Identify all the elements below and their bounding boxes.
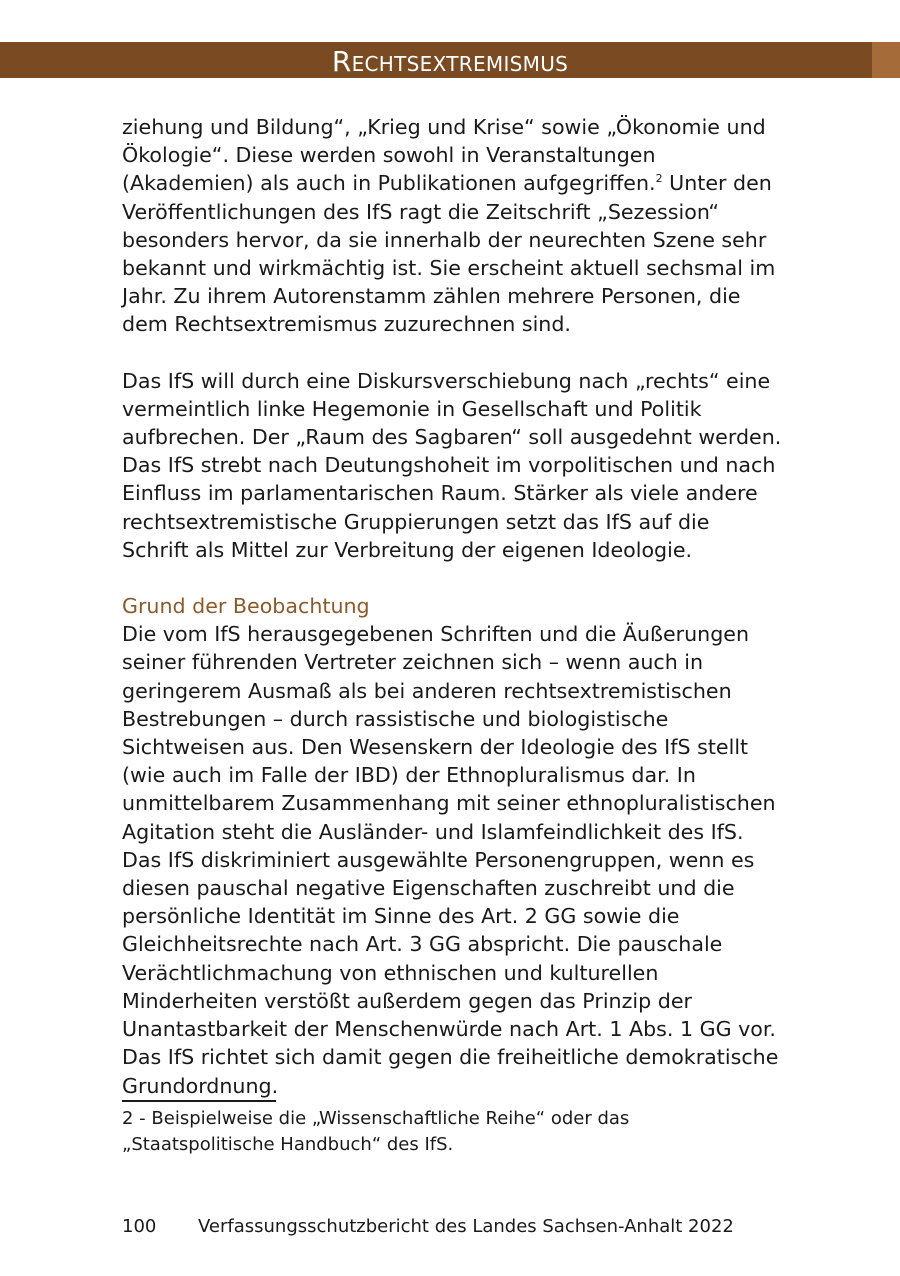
footnote: 2 - Beispielweise die „Wissenschaftliche Reihe“ oder das „Staatspolitische Handbuch“ des IfS. [122,1108,630,1155]
chapter-title [0,42,900,78]
section-heading: Grund der Beobachtung [122,594,370,619]
page-footer [122,1214,782,1240]
page-number: 100 [122,1216,157,1237]
paragraph-3: Die vom IfS herausgegebenen Schriften und die Äußerungen seiner führenden Vertreter zeichnen sich – wenn auch in geringerem Ausmaß als bei anderen rechtsextremistischen Bestrebungen – durch rassistische und biologistische Sichtweisen aus. Den Wesenskern der Ideologie des IfS stellt (wie auch im Falle der IBD) der Ethnopluralismus dar. In unmittelbarem Zusammenhang mit seiner ethnopluralistischen Agitation steht die Ausländer- und Islamfeindlichkeit des IfS. Das IfS diskriminiert ausgewählte Personengruppen, wenn es diesen pauschal negative Eigenschaften zuschreibt und die persönliche Identität im Sinne des Art. 2 GG sowie die Gleichheitsrechte nach Art. 3 GG abspricht. Die pauschale Verächtlichmachung von ethnischen und kulturellen Minderheiten verstößt außerdem gegen das Prinzip der Unantastbarkeit der Menschenwürde nach Art. 1 Abs. 1 GG vor. Das IfS richtet sich damit gegen die freiheitliche demokratische Grundordnung. [122,622,779,1098]
chapter-header-band [0,42,900,78]
paragraph-1 [122,113,782,339]
paragraph-1-part-b: Unter den Veröffentlichungen des IfS ragt die Zeitschrift „Sezession“ besonders hervor, da sie innerhalb der neurechten Szene sehr bekannt und wirkmächtig ist. Sie erscheint aktuell sechsmal im Jahr. Zu ihrem Autorenstamm zählen mehrere Personen, die dem Rechtsextremismus zuzurechnen sind. [122,171,776,337]
main-text [122,113,782,1100]
publication-title: Verfassungsschutzbericht des Landes Sachsen-Anhalt 2022 [198,1216,734,1237]
paragraph-2: Das IfS will durch eine Diskursverschiebung nach „rechts“ eine vermeintlich linke Hegemonie in Gesellschaft und Politik aufbrechen. Der „Raum des Sagbaren“ soll ausgedehnt werden. Das IfS strebt nach Deutungshoheit im vorpolitischen und nach Einfluss im parlamentarischen Raum. Stärker als viele andere rechtsextremistische Gruppierungen setzt das IfS auf die Schrift als Mittel zur Verbreitung der eigenen Ideologie. [122,368,782,562]
footnote-reference: 2 [655,172,663,186]
chapter-title-rest: echtsextremismus [351,45,569,78]
footnote-divider [122,1100,276,1102]
chapter-title-initial: R [331,45,352,78]
paragraph-1-part-a: ziehung und Bildung“, „Krieg und Krise“ sowie „Ökonomie und Ökologie“. Diese werden sowohl in Veranstaltungen (Akademien) als auch in Publikationen aufgegriffen. [122,115,766,196]
